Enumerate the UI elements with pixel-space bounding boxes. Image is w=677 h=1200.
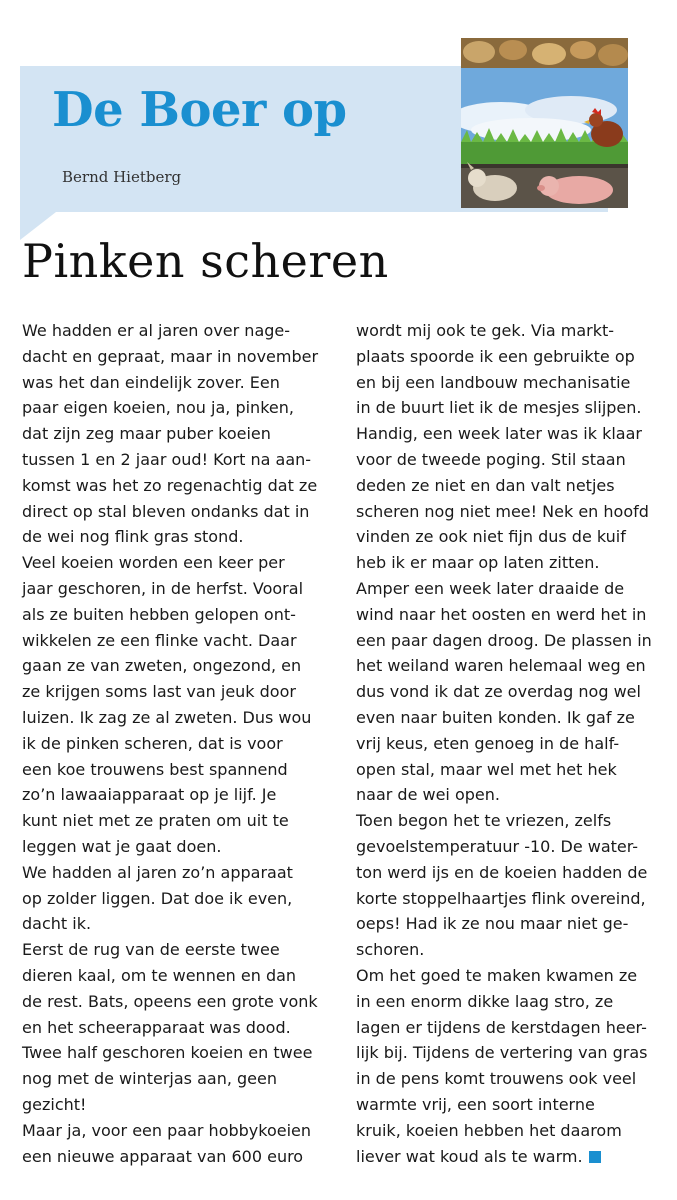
article-text-line: Twee half geschoren koeien en twee [22, 1043, 313, 1063]
author-name: Bernd Hietberg [62, 168, 182, 186]
article-text-line: een koe trouwens best spannend [22, 759, 288, 779]
article-text-line: dus vond ik dat ze overdag nog wel [356, 682, 641, 702]
article-text-line: komst was het zo regenachtig dat ze [22, 475, 318, 495]
article-text-line: tussen 1 en 2 jaar oud! Kort na aan- [22, 449, 312, 469]
article-text-line: jaar geschoren, in de herfst. Vooral [22, 578, 304, 598]
column-title: De Boer op [52, 82, 347, 138]
article-text-line: in een enorm dikke laag stro, ze [356, 991, 614, 1011]
article-text-line: zo’n lawaaiapparaat op je lijf. Je [22, 785, 277, 805]
article-text-line: kruik, koeien hebben het daarom [356, 1120, 622, 1140]
article-text-line: direct op stal bleven ondanks dat in [22, 501, 310, 521]
article-text-line: lagen er tijdens de kerstdagen heer- [356, 1017, 647, 1037]
article-column-left [22, 318, 332, 1169]
article-text-line: even naar buiten konden. Ik gaf ze [356, 707, 635, 727]
article-text-line: nog met de winterjas aan, geen [22, 1069, 277, 1089]
article-text-line: wikkelen ze een flinke vacht. Daar [22, 630, 297, 650]
article-text-line: de wei nog flink gras stond. [22, 527, 244, 547]
article-text-line: leggen wat je gaat doen. [22, 836, 222, 856]
article-text-line: Maar ja, voor een paar hobbykoeien [22, 1120, 312, 1140]
article-text-line: dacht ik. [22, 914, 92, 934]
article-text-line: liever wat koud als te warm. [356, 1144, 666, 1170]
article-text-line: scheren nog niet mee! Nek en hoofd [356, 501, 649, 521]
article-text-line: een nieuwe apparaat van 600 euro [22, 1146, 304, 1166]
article-text-line: korte stoppelhaartjes flink overeind, [356, 888, 646, 908]
article-text-line: Veel koeien worden een keer per [22, 553, 285, 573]
article-text-line: Amper een week later draaide de [356, 578, 625, 598]
article-text-line: een paar dagen droog. De plassen in [356, 630, 652, 650]
article-text-line: ze krijgen soms last van jeuk door [22, 682, 296, 702]
article-text-line: en bij een landbouw mechanisatie [356, 372, 631, 392]
article-text-line: gaan ze van zweten, ongezond, en [22, 656, 302, 676]
article-text-line: warmte vrij, een soort interne [356, 1094, 595, 1114]
article-text-line: de rest. Bats, opeens een grote vonk [22, 991, 318, 1011]
article-text-line: vinden ze ook niet fijn dus de kuif [356, 527, 626, 547]
article-text-line: op zolder liggen. Dat doe ik even, [22, 888, 293, 908]
article-text-line: het weiland waren helemaal weg en [356, 656, 646, 676]
article-text-line: als ze buiten hebben gelopen ont- [22, 604, 296, 624]
article-text-line: dieren kaal, om te wennen en dan [22, 965, 297, 985]
article-text-line: deden ze niet en dan valt netjes [356, 475, 615, 495]
article-text-line: in de buurt liet ik de mesjes slijpen. [356, 398, 642, 418]
article-headline: Pinken scheren [22, 234, 389, 288]
article-text-line: luizen. Ik zag ze al zweten. Dus wou [22, 707, 312, 727]
article-text-line: kunt niet met ze praten om uit te [22, 811, 289, 831]
article-text-line: dat zijn zeg maar puber koeien [22, 424, 271, 444]
article-text-line: vrij keus, eten genoeg in de half- [356, 733, 620, 753]
article-text-line: schoren. [356, 940, 425, 960]
article-text-line: dacht en gepraat, maar in november [22, 346, 319, 366]
article-text-line: Om het goed te maken kwamen ze [356, 965, 638, 985]
article-text-line: Toen begon het te vriezen, zelfs [356, 811, 612, 831]
article-text-line: paar eigen koeien, nou ja, pinken, [22, 398, 294, 418]
article-text-line: in de pens komt trouwens ook veel [356, 1069, 637, 1089]
article-text-line: We hadden er al jaren over nage- [22, 321, 291, 340]
article-text-line: Eerst de rug van de eerste twee [22, 940, 280, 960]
farm-collage-photo [461, 38, 628, 208]
article-text-line: wordt mij ook te gek. Via markt- [356, 321, 615, 340]
article-text-line: We hadden al jaren zo’n apparaat [22, 862, 293, 882]
article-text-line: open stal, maar wel met het hek [356, 759, 617, 779]
article-text-line: naar de wei open. [356, 785, 500, 805]
article-text-line: was het dan eindelijk zover. Een [22, 372, 280, 392]
article-text-line: voor de tweede poging. Stil staan [356, 449, 626, 469]
article-text-line: oeps! Had ik ze nou maar niet ge- [356, 914, 629, 934]
article-text-line: heb ik er maar op laten zitten. [356, 553, 600, 573]
end-of-article-square-icon [589, 1151, 601, 1163]
article-text-line: ik de pinken scheren, dat is voor [22, 733, 283, 753]
article-text-line: ton werd ijs en de koeien hadden de [356, 862, 648, 882]
article-text-line: lijk bij. Tijdens de vertering van gras [356, 1043, 648, 1063]
article-text-line: gezicht! [22, 1094, 87, 1114]
article-text-line: Handig, een week later was ik klaar [356, 424, 642, 444]
article-column-right [356, 318, 666, 1169]
article-text-line: en het scheerapparaat was dood. [22, 1017, 291, 1037]
article-text-line: gevoelstemperatuur -10. De water- [356, 836, 639, 856]
article-text-line: plaats spoorde ik een gebruikte op [356, 346, 635, 366]
article-text-line: wind naar het oosten en werd het in [356, 604, 647, 624]
